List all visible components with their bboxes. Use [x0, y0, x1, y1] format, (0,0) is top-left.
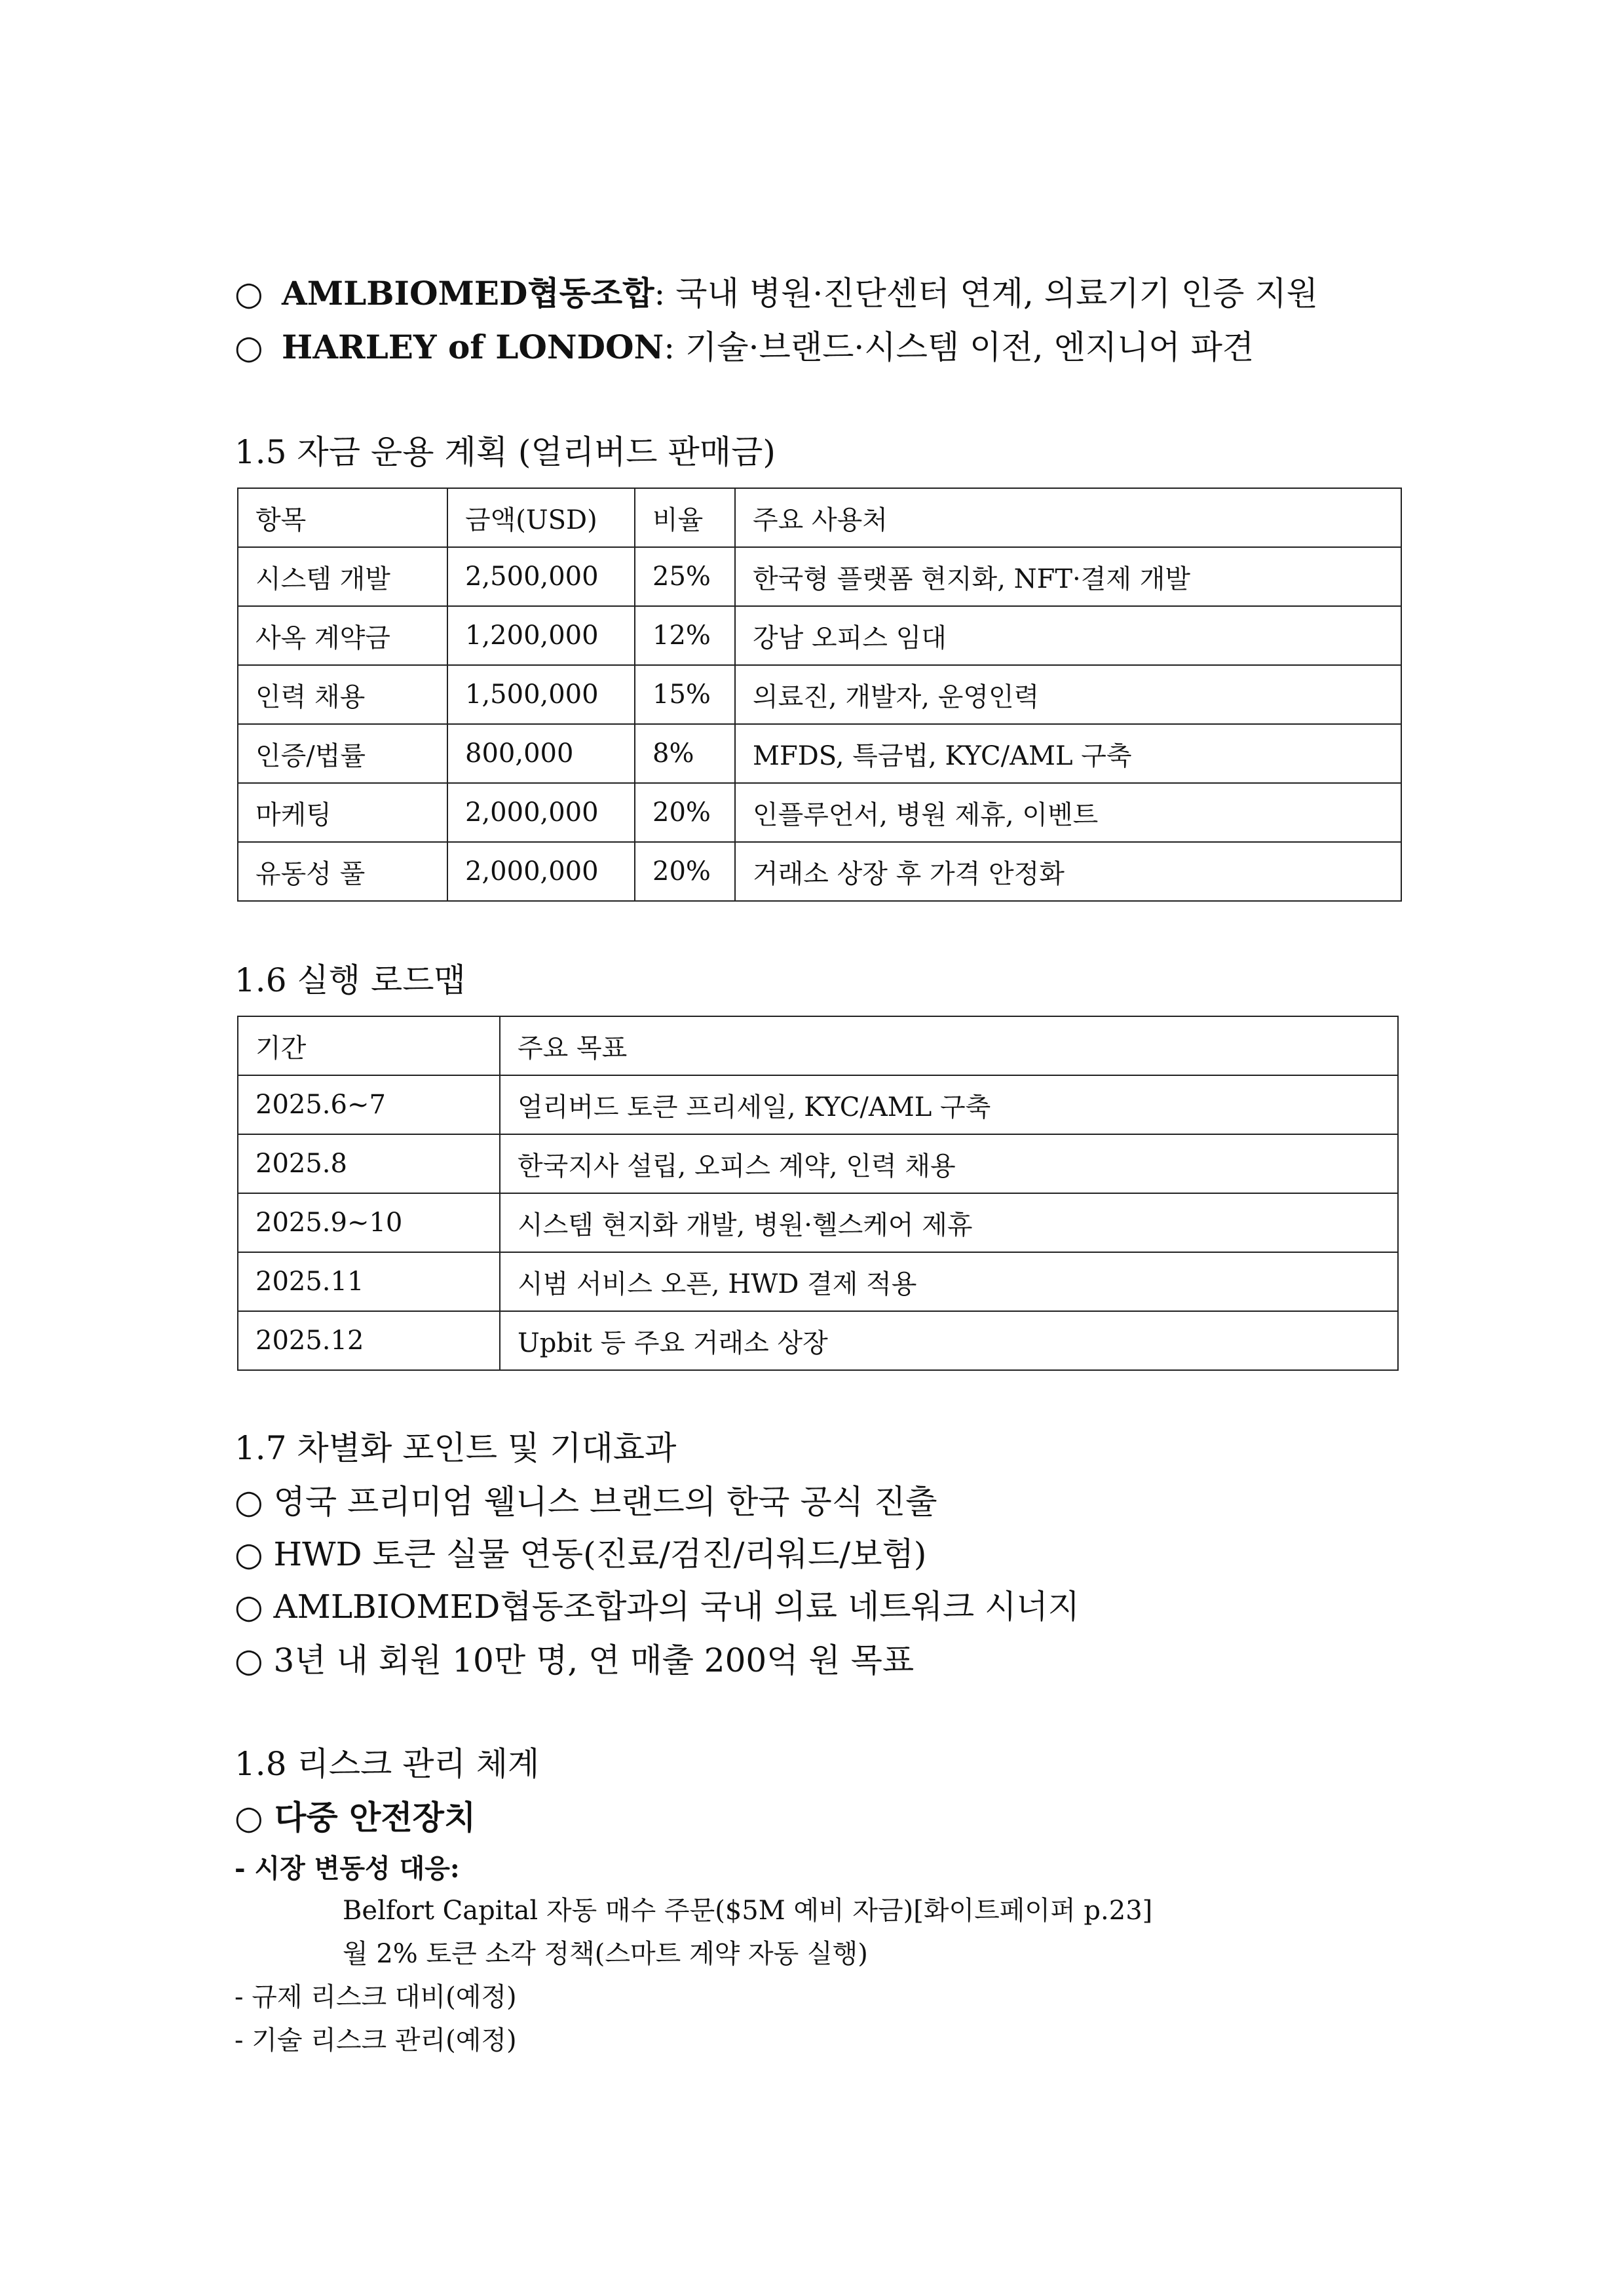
table-header-cell: 금액(USD) — [447, 488, 635, 547]
table-cell: 의료진, 개발자, 운영인력 — [735, 665, 1401, 724]
table-cell: 유동성 풀 — [238, 842, 447, 901]
circle-bullet-icon: ○ — [235, 328, 263, 366]
table-cell: 2025.8 — [238, 1134, 500, 1193]
table-cell: 시범 서비스 오픈, HWD 결제 적용 — [500, 1252, 1398, 1311]
partner-line — [235, 321, 1254, 368]
table-row — [238, 606, 1401, 665]
table-header-cell: 주요 사용처 — [735, 488, 1401, 547]
risk-subheading: ○ 다중 안전장치 — [235, 1798, 476, 1837]
table-cell: 2,000,000 — [447, 783, 635, 842]
risk-other-item: - 규제 리스크 대비(예정) — [235, 1982, 517, 2012]
table-row — [238, 1075, 1398, 1134]
table-cell: 인증/법률 — [238, 724, 447, 783]
table-row — [238, 1311, 1398, 1370]
table-row — [238, 1193, 1398, 1252]
roadmap-table — [237, 1016, 1399, 1371]
table-row — [238, 1252, 1398, 1311]
list-item: ○ HWD 토큰 실물 연동(진료/검진/리워드/보험) — [235, 1535, 927, 1573]
table-cell: 25% — [635, 547, 735, 606]
table-cell: 인력 채용 — [238, 665, 447, 724]
table-cell: 시스템 현지화 개발, 병원·헬스케어 제휴 — [500, 1193, 1398, 1252]
table-cell: 한국형 플랫폼 현지화, NFT·결제 개발 — [735, 547, 1401, 606]
table-cell: 2,500,000 — [447, 547, 635, 606]
table-cell: 2025.11 — [238, 1252, 500, 1311]
table-cell: 얼리버드 토큰 프리세일, KYC/AML 구축 — [500, 1075, 1398, 1134]
risk-market-item: Belfort Capital 자동 매수 주문($5M 예비 자금)[화이트페이퍼 p.23] — [343, 1896, 1153, 1926]
table-row — [238, 665, 1401, 724]
table-header-cell: 비율 — [635, 488, 735, 547]
table-header-cell: 항목 — [238, 488, 447, 547]
risk-market-item: 월 2% 토큰 소각 정책(스마트 계약 자동 실행) — [343, 1939, 868, 1969]
table-cell: 사옥 계약금 — [238, 606, 447, 665]
table-cell: 시스템 개발 — [238, 547, 447, 606]
table-cell: 15% — [635, 665, 735, 724]
table-cell: Upbit 등 주요 거래소 상장 — [500, 1311, 1398, 1370]
funds-table — [237, 488, 1402, 902]
table-cell: 1,500,000 — [447, 665, 635, 724]
risk-market-label: - 시장 변동성 대응: — [235, 1853, 460, 1884]
table-cell: 12% — [635, 606, 735, 665]
table-cell: 800,000 — [447, 724, 635, 783]
table-header-cell: 기간 — [238, 1016, 500, 1075]
section-heading-risk: 1.8 리스크 관리 체계 — [235, 1745, 540, 1783]
table-header-row — [238, 488, 1401, 547]
table-cell: 2025.12 — [238, 1311, 500, 1370]
table-row — [238, 783, 1401, 842]
risk-other-item: - 기술 리스크 관리(예정) — [235, 2025, 517, 2056]
table-cell: 인플루언서, 병원 제휴, 이벤트 — [735, 783, 1401, 842]
list-item: ○ 영국 프리미엄 웰니스 브랜드의 한국 공식 진출 — [235, 1483, 937, 1521]
section-heading-funds: 1.5 자금 운용 계획 (얼리버드 판매금) — [235, 433, 776, 471]
partner-name: HARLEY of LONDON — [282, 328, 664, 366]
table-cell: 2025.6~7 — [238, 1075, 500, 1134]
partner-desc: : 기술·브랜드·시스템 이전, 엔지니어 파견 — [664, 328, 1255, 366]
table-row — [238, 1134, 1398, 1193]
section-heading-differentiation: 1.7 차별화 포인트 및 기대효과 — [235, 1429, 677, 1467]
table-cell: 2,000,000 — [447, 842, 635, 901]
partner-line — [235, 267, 1318, 315]
list-item: ○ AMLBIOMED협동조합과의 국내 의료 네트워크 시너지 — [235, 1588, 1080, 1626]
table-cell: MFDS, 특금법, KYC/AML 구축 — [735, 724, 1401, 783]
table-cell: 20% — [635, 783, 735, 842]
table-row — [238, 842, 1401, 901]
table-cell: 2025.9~10 — [238, 1193, 500, 1252]
partner-desc: : 국내 병원·진단센터 연계, 의료기기 인증 지원 — [654, 275, 1318, 313]
table-cell: 거래소 상장 후 가격 안정화 — [735, 842, 1401, 901]
table-header-row — [238, 1016, 1398, 1075]
table-cell: 8% — [635, 724, 735, 783]
table-cell: 강남 오피스 임대 — [735, 606, 1401, 665]
partner-name: AMLBIOMED협동조합 — [282, 274, 654, 313]
table-header-cell: 주요 목표 — [500, 1016, 1398, 1075]
table-cell: 1,200,000 — [447, 606, 635, 665]
table-row — [238, 547, 1401, 606]
table-row — [238, 724, 1401, 783]
table-cell: 한국지사 설립, 오피스 계약, 인력 채용 — [500, 1134, 1398, 1193]
table-cell: 20% — [635, 842, 735, 901]
list-item: ○ 3년 내 회원 10만 명, 연 매출 200억 원 목표 — [235, 1641, 915, 1679]
table-cell: 마케팅 — [238, 783, 447, 842]
section-heading-roadmap: 1.6 실행 로드맵 — [235, 961, 466, 999]
circle-bullet-icon: ○ — [235, 275, 263, 313]
